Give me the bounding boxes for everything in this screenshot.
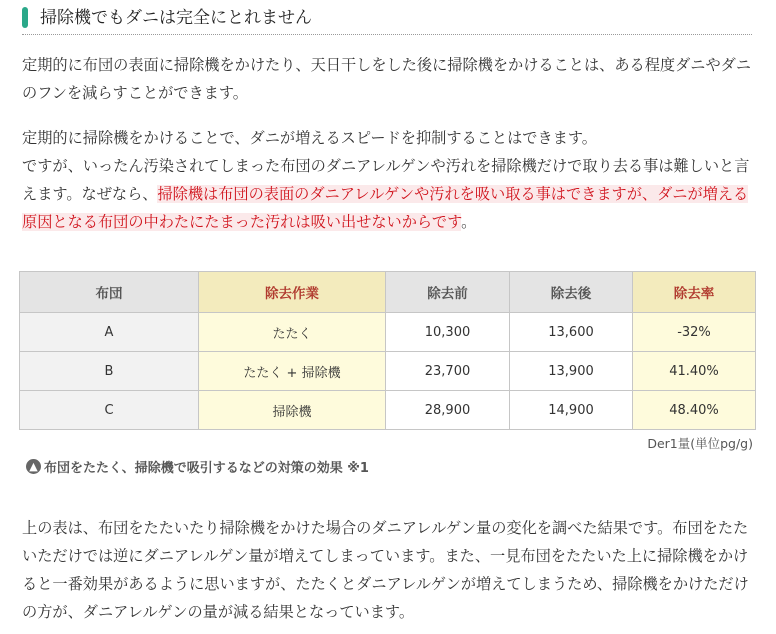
arrow-up-circle-icon: ▲ <box>26 459 41 474</box>
table-header-row <box>20 272 756 313</box>
table-caption <box>26 457 369 476</box>
results-table <box>19 271 756 430</box>
cell-after: 13,600 <box>510 313 633 352</box>
cell-rate: 41.40% <box>633 352 756 391</box>
header-before: 除去前 <box>386 272 510 313</box>
header-futon: 布団 <box>20 272 199 313</box>
cell-before: 10,300 <box>386 313 510 352</box>
explanation-paragraph <box>22 124 754 236</box>
table-row <box>20 313 756 352</box>
cell-method: たたく <box>199 313 386 352</box>
cell-rate: -32% <box>633 313 756 352</box>
cell-before: 23,700 <box>386 352 510 391</box>
cell-futon: C <box>20 391 199 430</box>
table-row <box>20 352 756 391</box>
cell-rate: 48.40% <box>633 391 756 430</box>
header-removal-method: 除去作業 <box>199 272 386 313</box>
heading-title: 掃除機でもダニは完全にとれません <box>40 8 312 28</box>
cell-method: 掃除機 <box>199 391 386 430</box>
header-after: 除去後 <box>510 272 633 313</box>
cell-after: 13,900 <box>510 352 633 391</box>
cell-after: 14,900 <box>510 391 633 430</box>
results-table-wrapper <box>19 271 755 430</box>
highlighted-reason: 掃除機は布団の表面のダニアレルゲンや汚れを吸い取る事はできますが、ダニが増える原因となる布団の中わたにたまった汚れは吸い出せないからです <box>22 185 749 231</box>
heading-accent-bar <box>22 7 28 28</box>
explanation-line-1: 定期的に掃除機をかけることで、ダニが増えるスピードを抑制することはできます。 <box>22 129 597 147</box>
cell-method: たたく + 掃除機 <box>199 352 386 391</box>
conclusion-paragraph: 上の表は、布団をたたいたり掃除機をかけた場合のダニアレルゲン量の変化を調べた結果です。布団をたたいただけでは逆にダニアレルゲン量が増えてしまっています。また、一見布団をたたいた上に掃除機をかけると一番効果があるように思いますが、たたくとダニアレルゲンが増えてしまうため、掃除機をかけただけの方が、ダニアレルゲンの量が減る結果となっています。 <box>22 519 749 621</box>
explanation-end: 。 <box>461 213 477 231</box>
cell-futon: A <box>20 313 199 352</box>
cell-before: 28,900 <box>386 391 510 430</box>
intro-paragraph: 定期的に布団の表面に掃除機をかけたり、天日干しをした後に掃除機をかけることは、ある程度ダニやダニのフンを減らすことができます。 <box>22 56 751 102</box>
explanation-line-2: ですが、いったん汚染されてしまった布団のダニアレルゲンや汚れを掃除機だけで取り去る事は難しいと言えます。なぜなら、 <box>22 157 750 203</box>
section-heading <box>22 4 752 35</box>
unit-note: Der1量(単位pg/g) <box>647 436 753 451</box>
table-row <box>20 391 756 430</box>
caption-text: 布団をたたく、掃除機で吸引するなどの対策の効果 ※1 <box>44 461 369 476</box>
cell-futon: B <box>20 352 199 391</box>
header-removal-rate: 除去率 <box>633 272 756 313</box>
